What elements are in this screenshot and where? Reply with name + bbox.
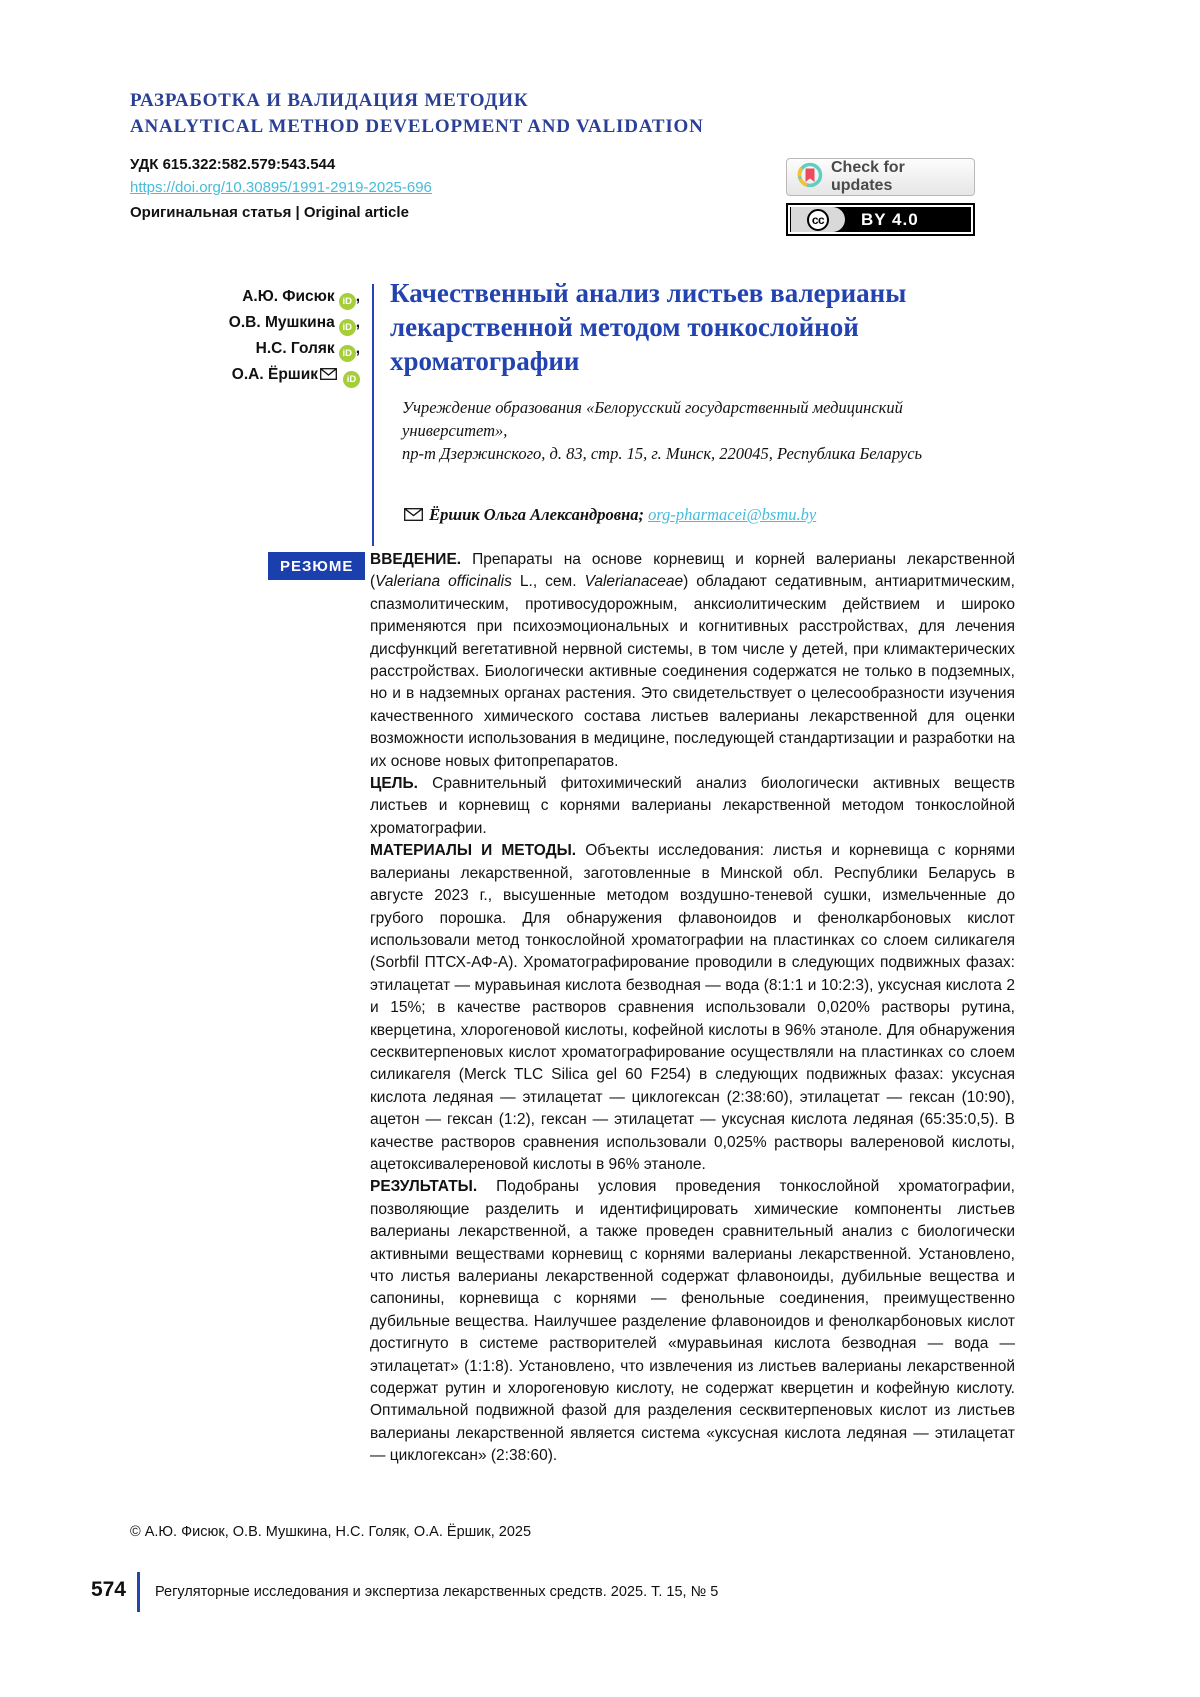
abstract-run: Сравнительный фитохимический анализ биологически активных веществ листьев и корневищ с корнями валерианы лекарственной методом тонкослойной хроматографии. xyxy=(370,775,1015,837)
author-name: О.В. Мушкина xyxy=(228,314,335,331)
latin-name: Valerianaceae xyxy=(584,573,684,591)
abstract-run: Объекты исследования: листья и корневища с корнями валерианы лекарственной, заготовленные в Минской обл. Республики Беларусь в августе 2023 г., высушенные методом воздушно-теневой сушки, измельченные до грубого порошка. Для обнаружения флавоноидов и фенолкарбоновых кислот использовали метод тонкослойной хроматографии на пластинках со слоем силикагеля (Sorbfil ПТСХ-АФ-А). Хроматографирование проводили в следующих подвижных фазах: этилацетат — муравьиная кислота безводная — вода (8:1:1 и 10:2:3), уксусная кислота 2 и 15%; в качестве растворов сравнения использовали 0,020% растворы рутина, кверцетина, хлорогеновой кислоты, кофейной кислоты в 96% этаноле. Для обнаружения сесквитерпеновых кислот хроматографирование осуществляли на пластинках со слоем силикагеля (Merck TLC Silica gel 60 F254) в следующих подвижных фазах: уксусная кислота ледяная — этилацетат — циклогексан (2:38:60), этилацетат — гексан (10:90), ацетон — гексан (1:2), гексан — этилацетат — уксусная кислота ледяная (65:35:0,5). В качестве растворов сравнения использовали 0,025% растворы валереновой кислоты, ацетоксивалереновой кислоты в 96% этаноле. xyxy=(370,842,1015,1173)
author-row xyxy=(120,310,360,336)
author-name: А.Ю. Фисюк xyxy=(242,288,335,305)
orcid-icon[interactable]: iD xyxy=(339,293,356,310)
abstract-results xyxy=(370,1176,1015,1467)
resume-badge: РЕЗЮМЕ xyxy=(268,552,365,580)
author-list xyxy=(120,284,360,389)
abstract-section-label: ЦЕЛЬ. xyxy=(370,775,418,793)
author-name: О.А. Ёршик xyxy=(231,366,318,383)
author-row xyxy=(120,336,360,362)
cc-logo-chip xyxy=(791,207,845,232)
cc-license-label: BY 4.0 xyxy=(861,209,919,229)
abstract-text xyxy=(370,549,1015,1468)
abstract-section-label: РЕЗУЛЬТАТЫ. xyxy=(370,1178,478,1196)
check-for-updates-button[interactable] xyxy=(786,158,975,196)
abstract-section-label: ВВЕДЕНИЕ. xyxy=(370,551,462,568)
footer-divider xyxy=(137,1572,140,1612)
abstract-introduction xyxy=(370,549,1015,773)
article-title: Качественный анализ листьев валерианы лекарственной методом тонкослойной хроматографии xyxy=(390,278,907,376)
corresponding-author-email-link[interactable]: org-pharmacei@bsmu.by xyxy=(648,505,817,524)
affiliation-institution: Учреждение образования «Белорусский государственный медицинский университет», xyxy=(402,398,903,440)
envelope-icon xyxy=(404,506,423,526)
envelope-icon xyxy=(320,363,337,389)
page-number: 574 xyxy=(90,1578,126,1601)
abstract-aim xyxy=(370,773,1015,840)
author-row xyxy=(120,284,360,310)
corresponding-author-name: Ёршик Ольга Александровна; xyxy=(429,505,644,524)
section-title-ru: РАЗРАБОТКА И ВАЛИДАЦИЯ МЕТОДИК xyxy=(130,90,529,111)
author-separator: , xyxy=(355,288,360,305)
cc-icon: cc xyxy=(807,209,829,231)
abstract-run: Препараты на основе корневищ и корней валерианы лекарственной ( xyxy=(370,551,1015,591)
abstract-methods xyxy=(370,840,1015,1176)
corresponding-author xyxy=(402,505,992,526)
title-divider xyxy=(372,284,374,546)
copyright-line: © А.Ю. Фисюк, О.В. Мушкина, Н.С. Голяк, О.А. Ёршик, 2025 xyxy=(130,1524,532,1540)
orcid-icon[interactable]: iD xyxy=(343,371,360,388)
orcid-icon[interactable]: iD xyxy=(339,319,356,336)
author-name: Н.С. Голяк xyxy=(255,340,335,357)
abstract-run: L., сем. xyxy=(511,573,585,591)
latin-name: Valeriana officinalis xyxy=(375,573,512,591)
section-title-en: ANALYTICAL METHOD DEVELOPMENT AND VALIDATION xyxy=(130,116,704,137)
author-separator: , xyxy=(355,314,360,331)
udc-code: УДК 615.322:582.579:543.544 xyxy=(130,156,336,173)
author-row xyxy=(120,362,360,389)
article-type: Оригинальная статья | Original article xyxy=(130,204,409,221)
affiliation xyxy=(402,396,992,465)
abstract-run: Подобраны условия проведения тонкослойной хроматографии, позволяющие разделить и идентифицировать химические компоненты листьев валерианы лекарственной, а также проведен сравнительный анализ с биологически активными веществами корневищ с корнями валерианы лекарственной. Установлено, что листья валерианы лекарственной содержат флавоноиды, дубильные вещества и сапонины, корневища с корнями — фенольные соединения, преимущественно дубильные вещества. Наилучшее разделение флавоноидов и фенолкарбоновых кислот достигнуто в системе растворителей «муравьиная кислота безводная — вода — этилацетат» (1:1:8). Установлено, что извлечения из листьев валерианы лекарственной содержат рутин и хлорогеновую кислоту, не содержат кверцетин и кофейную кислоту. Оптимальной подвижной фазой для разделения сесквитерпеновых кислот из листьев валерианы лекарственной является система «уксусная кислота ледяная — этилацетат — циклогексан» (2:38:60). xyxy=(370,1178,1015,1465)
abstract-run: ) обладают седативным, антиаритмическим, спазмолитическим, противосудорожным, анксиолитическим действием и широко применяются при психоэмоциональных и когнитивных расстройствах, для лечения дисфункций вегетативной нервной системы, в том числе у детей, при климактерических расстройствах. Биологически активные соединения содержатся не только в подземных, но и в надземных органах растения. Это свидетельствует о целесообразности изучения качественного химического состава листьев валерианы лекарственной для оценки возможности использования в медицине, последующей стандартизации и разработки на их основе новых фитопрепаратов. xyxy=(370,573,1015,770)
orcid-icon[interactable]: iD xyxy=(339,345,356,362)
journal-section-header xyxy=(130,88,704,140)
article-meta xyxy=(130,153,432,221)
crossmark-icon xyxy=(797,162,823,193)
abstract-section-label: МАТЕРИАЛЫ И МЕТОДЫ. xyxy=(370,842,577,860)
journal-citation: Регуляторные исследования и экспертиза лекарственных средств. 2025. Т. 15, № 5 xyxy=(155,1584,719,1600)
cc-by-license-badge[interactable] xyxy=(786,203,975,236)
author-separator: , xyxy=(355,340,360,357)
affiliation-address: пр-т Дзержинского, д. 83, стр. 15, г. Минск, 220045, Республика Беларусь xyxy=(402,444,923,463)
check-for-updates-label: Check for updates xyxy=(831,159,905,194)
doi-link[interactable]: https://doi.org/10.30895/1991-2919-2025-696 xyxy=(130,179,432,196)
